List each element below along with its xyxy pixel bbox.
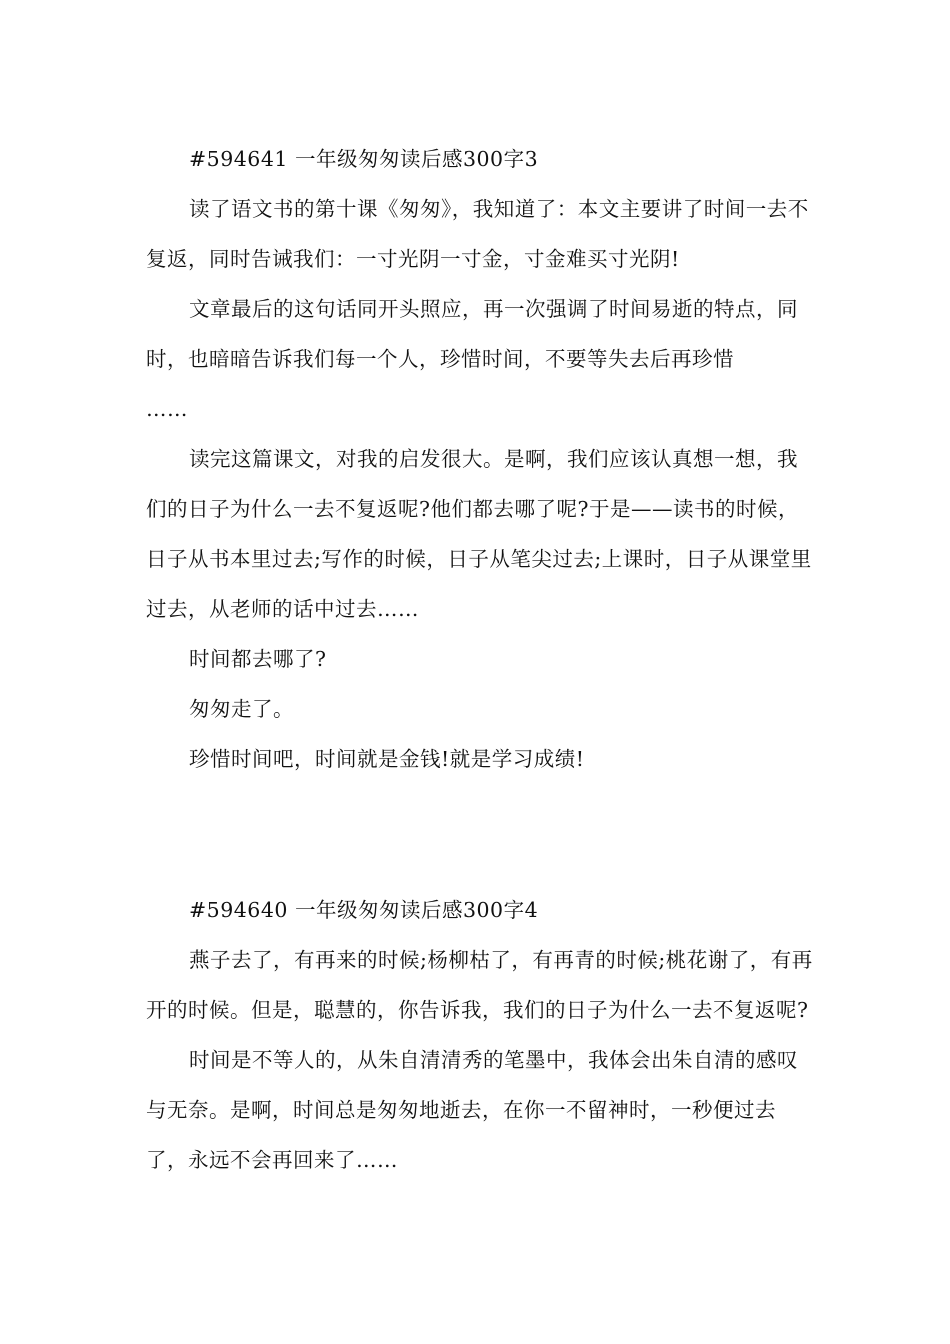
paragraph: 读完这篇课文，对我的启发很大。是啊，我们应该认真想一想，我们的日子为什么一去不复返呢?他们都去哪了呢?于是——读书的时候，日子从书本里过去;写作的时候，日子从笔尖过去;上课时，日子从课堂里过去，从老师的话中过去…… bbox=[146, 447, 812, 621]
paragraph-ellipsis: …… bbox=[146, 397, 188, 421]
paragraph: 文章最后的这句话同开头照应，再一次强调了时间易逝的特点，同时，也暗暗告诉我们每一个人，珍惜时间，不要等失去后再珍惜 bbox=[146, 297, 798, 371]
article-title: #594640 一年级匆匆读后感300字4 bbox=[189, 898, 539, 922]
paragraph: 燕子去了，有再来的时候;杨柳枯了，有再青的时候;桃花谢了，有再开的时候。但是，聪慧的，你告诉我，我们的日子为什么一去不复返呢? bbox=[146, 948, 813, 1022]
article-title: #594641 一年级匆匆读后感300字3 bbox=[189, 147, 539, 171]
article-4 bbox=[146, 885, 814, 1185]
paragraph: 珍惜时间吧，时间就是金钱!就是学习成绩! bbox=[189, 747, 585, 771]
paragraph: 时间是不等人的，从朱自清清秀的笔墨中，我体会出朱自清的感叹与无奈。是啊，时间总是匆匆地逝去，在你一不留神时，一秒便过去了，永远不会再回来了…… bbox=[146, 1048, 798, 1172]
document-page bbox=[146, 134, 814, 1185]
paragraph: 匆匆走了。 bbox=[189, 697, 294, 721]
paragraph: 读了语文书的第十课《匆匆》，我知道了：本文主要讲了时间一去不复返，同时告诫我们：一寸光阴一寸金，寸金难买寸光阴! bbox=[146, 197, 809, 271]
article-3 bbox=[146, 134, 814, 784]
paragraph: 时间都去哪了? bbox=[189, 647, 327, 671]
